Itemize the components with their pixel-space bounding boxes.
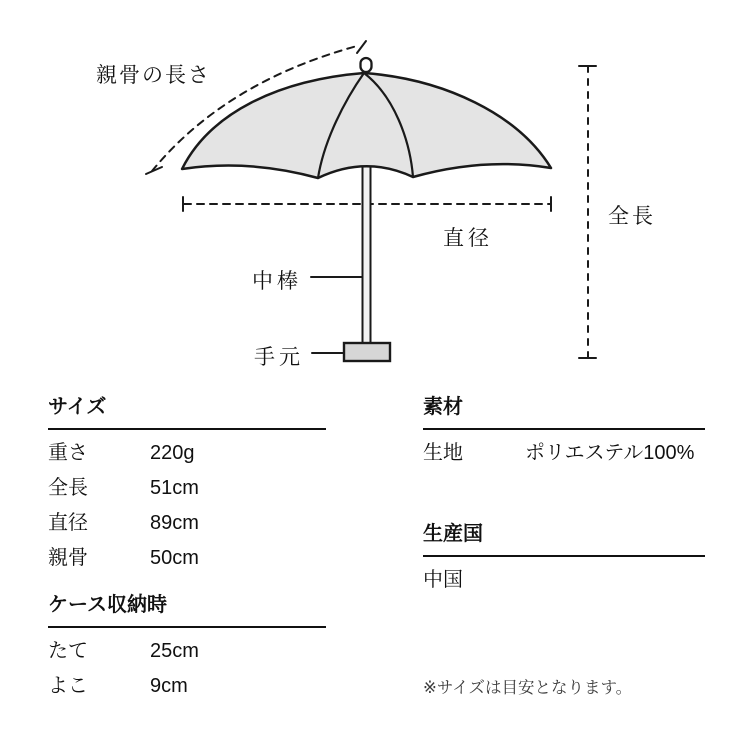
umbrella-canopy (182, 73, 551, 178)
material-section (423, 395, 705, 465)
spec-row-weight (48, 442, 326, 465)
spec-label: 直径 (48, 512, 88, 534)
handle-label: 手元 (254, 346, 304, 369)
size-section-title: サイズ (48, 395, 326, 430)
material-section-title: 素材 (423, 395, 705, 430)
spec-row-fabric (423, 442, 705, 465)
size-disclaimer-note: ※サイズは目安となります。 (423, 679, 633, 697)
spec-value: 220g (150, 442, 195, 464)
spec-value: ポリエステル100% (525, 442, 695, 464)
spec-row-rib (48, 547, 326, 570)
spec-row-diameter (48, 512, 326, 535)
center-pole-label: 中棒 (252, 270, 302, 293)
spec-row-country (423, 569, 705, 592)
spec-row-width (48, 675, 326, 698)
country-section (423, 522, 705, 592)
spec-value: 25cm (150, 640, 199, 662)
case-section (48, 593, 326, 698)
spec-label: よこ (48, 675, 88, 697)
spec-value: 中国 (423, 569, 463, 591)
spec-label: 生地 (423, 442, 463, 464)
spec-value: 89cm (150, 512, 199, 534)
country-section-title: 生産国 (423, 522, 705, 557)
spec-value: 51cm (150, 477, 199, 499)
umbrella-shaft (363, 158, 371, 344)
rib-length-label: 親骨の長さ (96, 64, 211, 87)
total-length-label: 全長 (608, 205, 656, 228)
spec-label: 親骨 (48, 547, 88, 569)
rib-length-top-tick (357, 41, 366, 53)
diameter-label: 直径 (443, 227, 493, 250)
size-section (48, 395, 326, 570)
umbrella-handle (344, 343, 390, 361)
spec-row-total-length (48, 477, 326, 500)
umbrella-finial (361, 58, 372, 72)
spec-label: 重さ (48, 442, 88, 464)
spec-value: 50cm (150, 547, 199, 569)
spec-label: 全長 (48, 477, 88, 499)
case-section-title: ケース収納時 (48, 593, 326, 628)
spec-value: 9cm (150, 675, 188, 697)
spec-label: たて (48, 640, 88, 662)
spec-row-height (48, 640, 326, 663)
